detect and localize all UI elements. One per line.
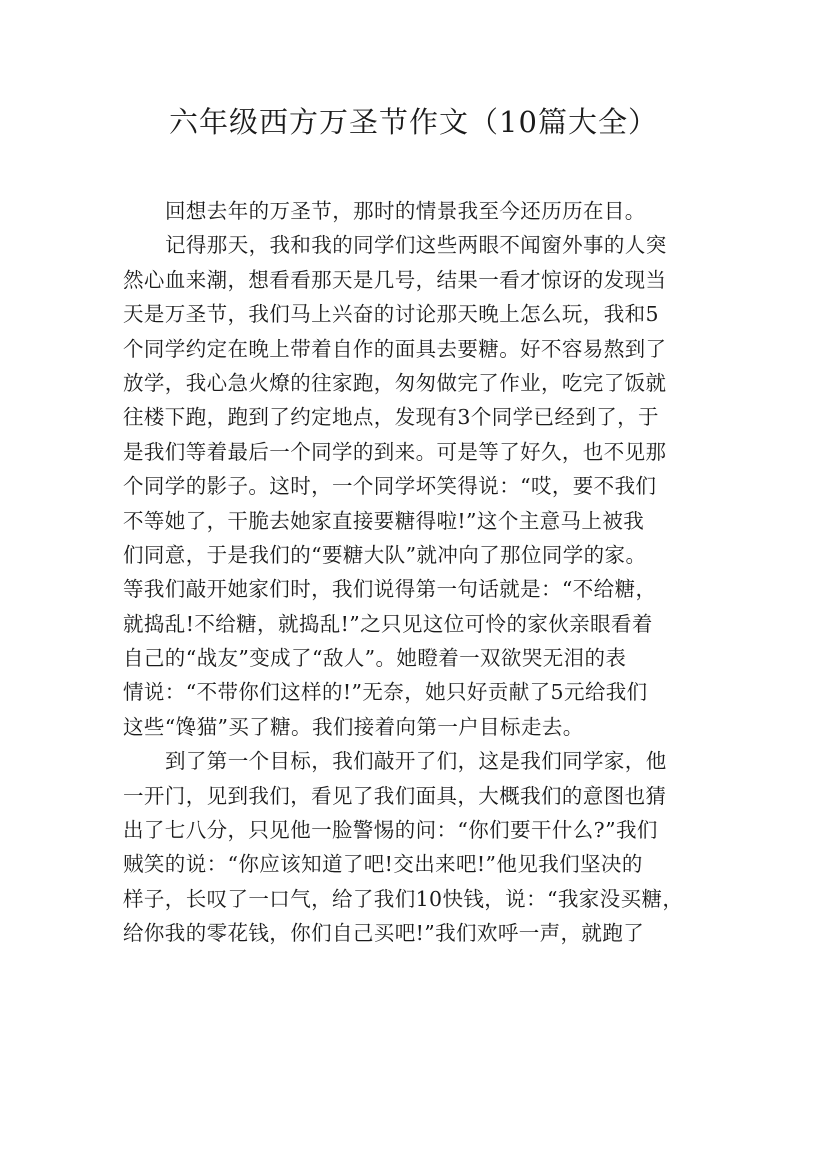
paragraph-line: 等我们敲开她家们时，我们说得第一句话就是：“不给糖， [123, 577, 657, 602]
paragraph-line: 然心血来潮，想看看那天是几号，结果一看才惊讶的发现当 [123, 267, 667, 292]
document-body [123, 194, 713, 951]
paragraph-line: 出了七八分，只见他一脸警惕的问：“你们要干什么?”我们 [123, 818, 658, 843]
paragraph-line: 到了第一个目标，我们敲开了们，这是我们同学家，他 [165, 749, 667, 774]
paragraph-line: 贼笑的说：“你应该知道了吧!交出来吧!”他见我们坚决的 [123, 852, 643, 877]
paragraph-line: 情说：“不带你们这样的!”无奈，她只好贡献了5元给我们 [123, 680, 648, 705]
paragraph-line: 们同意，于是我们的“要糖大队”就冲向了那位同学的家。 [123, 542, 647, 567]
paragraph-line: 一开门，见到我们，看见了我们面具，大概我们的意图也猜 [123, 783, 667, 808]
paragraph-line: 记得那天，我和我的同学们这些两眼不闻窗外事的人突 [165, 233, 667, 258]
paragraph-line: 不等她了，干脆去她家直接要糖得啦!”这个主意马上被我 [123, 508, 645, 533]
document-title: 六年级西方万圣节作文（10篇大全） [169, 105, 658, 139]
paragraph-line: 是我们等着最后一个同学的到来。可是等了好久，也不见那 [123, 439, 667, 464]
paragraph-line: 个同学的影子。这时，一个同学坏笑得说：“哎，要不我们 [123, 474, 657, 499]
paragraph-line: 回想去年的万圣节，那时的情景我至今还历历在目。 [165, 199, 646, 223]
paragraph-line: 这些“馋猫”买了糖。我们接着向第一户目标走去。 [123, 714, 584, 739]
paragraph-line: 样子，长叹了一口气，给了我们10快钱，说：“我家没买糖， [123, 886, 684, 911]
paragraph-line: 就捣乱!不给糖，就捣乱!”之只见这位可怜的家伙亲眼看着 [123, 611, 653, 636]
paragraph-line: 放学，我心急火燎的往家跑，匆匆做完了作业，吃完了饭就 [123, 370, 667, 395]
paragraph-line: 天是万圣节，我们马上兴奋的讨论那天晚上怎么玩，我和5 [123, 302, 659, 327]
paragraph-line: 往楼下跑，跑到了约定地点，发现有3个同学已经到了，于 [123, 405, 659, 430]
paragraph-line: 给你我的零花钱，你们自己买吧!”我们欢呼一声，就跑了 [123, 921, 645, 946]
paragraph-line: 个同学约定在晚上带着自作的面具去要糖。好不容易熬到了 [123, 336, 667, 361]
paragraph-line: 自己的“战友”变成了“敌人”。她瞪着一双欲哭无泪的表 [123, 646, 627, 671]
